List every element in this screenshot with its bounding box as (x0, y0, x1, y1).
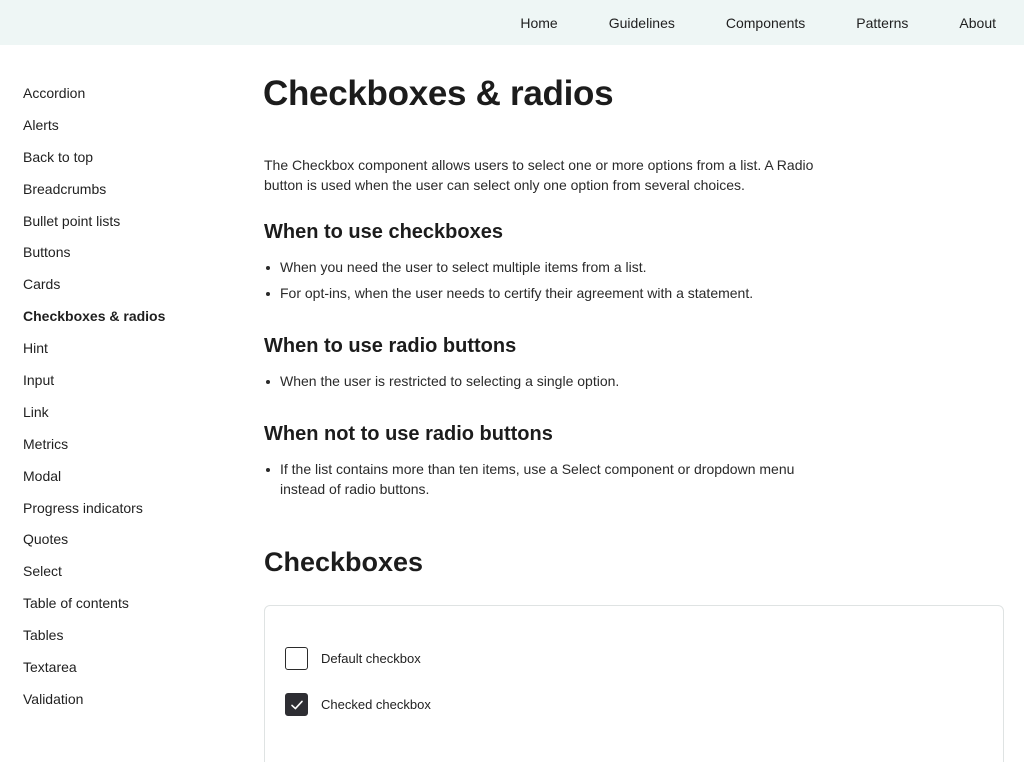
page-title: Checkboxes & radios (263, 74, 614, 113)
checked-checkbox-option[interactable] (285, 693, 431, 716)
sidebar-item-accordion[interactable]: Accordion (23, 85, 86, 101)
checked-checkbox-label: Checked checkbox (321, 697, 431, 712)
top-nav-list (469, 0, 996, 45)
sidebar-item-metrics[interactable]: Metrics (23, 435, 69, 452)
list-item: When you need the user to select multiple items from a list. (264, 258, 824, 278)
default-checkbox[interactable] (285, 647, 308, 670)
radio-avoid-list (264, 460, 824, 506)
sidebar-item-buttons[interactable]: Buttons (23, 244, 71, 261)
sidebar-item-hint[interactable]: Hint (23, 340, 48, 357)
sidebar-item-validation[interactable]: Validation (23, 690, 84, 707)
heading-when-to-use-checkboxes: When to use checkboxes (264, 221, 503, 243)
default-checkbox-label: Default checkbox (321, 651, 421, 666)
sidebar-item-select[interactable]: Select (23, 563, 62, 580)
checked-checkbox[interactable] (285, 693, 308, 716)
checkboxes-section-title: Checkboxes (264, 547, 424, 577)
nav-patterns-link[interactable]: Patterns (856, 14, 909, 31)
sidebar-item-checkboxes-radios[interactable]: Checkboxes & radios (23, 308, 166, 325)
sidebar-item-progress-indicators[interactable]: Progress indicators (23, 499, 143, 516)
list-item: If the list contains more than ten items, use a Select component or dropdown menu instead of radio buttons. (264, 460, 824, 499)
sidebar-item-breadcrumbs[interactable]: Breadcrumbs (23, 180, 107, 197)
list-item: When the user is restricted to selecting a single option. (264, 372, 824, 392)
nav-guidelines-link[interactable]: Guidelines (608, 14, 675, 31)
heading-when-not-to-use-radio-buttons: When not to use radio buttons (264, 423, 553, 445)
sidebar (23, 84, 233, 722)
checkbox-usage-list (264, 258, 824, 310)
checkmark-icon (289, 697, 305, 713)
intro-paragraph: The Checkbox component allows users to select one or more options from a list. A Radio button is used when the user can select only one option from several choices. (264, 157, 814, 193)
sidebar-item-link[interactable]: Link (23, 403, 49, 420)
heading-when-to-use-radio-buttons: When to use radio buttons (264, 335, 517, 357)
top-navigation (0, 0, 1024, 45)
sidebar-item-quotes[interactable]: Quotes (23, 531, 69, 548)
radio-usage-list (264, 372, 824, 398)
sidebar-item-input[interactable]: Input (23, 372, 55, 389)
nav-about-link[interactable]: About (959, 14, 996, 31)
sidebar-item-modal[interactable]: Modal (23, 467, 62, 484)
sidebar-list (23, 84, 233, 722)
default-checkbox-option[interactable] (285, 647, 421, 670)
sidebar-item-tables[interactable]: Tables (23, 627, 64, 644)
sidebar-item-textarea[interactable]: Textarea (23, 659, 77, 676)
sidebar-item-back-to-top[interactable]: Back to top (23, 148, 94, 165)
sidebar-item-alerts[interactable]: Alerts (23, 116, 59, 133)
sidebar-item-bullet-point-lists[interactable]: Bullet point lists (23, 212, 121, 229)
sidebar-item-table-of-contents[interactable]: Table of contents (23, 595, 129, 612)
sidebar-item-cards[interactable]: Cards (23, 276, 61, 293)
checkbox-demo-panel (264, 605, 1004, 762)
list-item: For opt-ins, when the user needs to certify their agreement with a statement. (264, 284, 824, 304)
nav-components-link[interactable]: Components (725, 14, 806, 31)
nav-home-link[interactable]: Home (520, 14, 558, 31)
